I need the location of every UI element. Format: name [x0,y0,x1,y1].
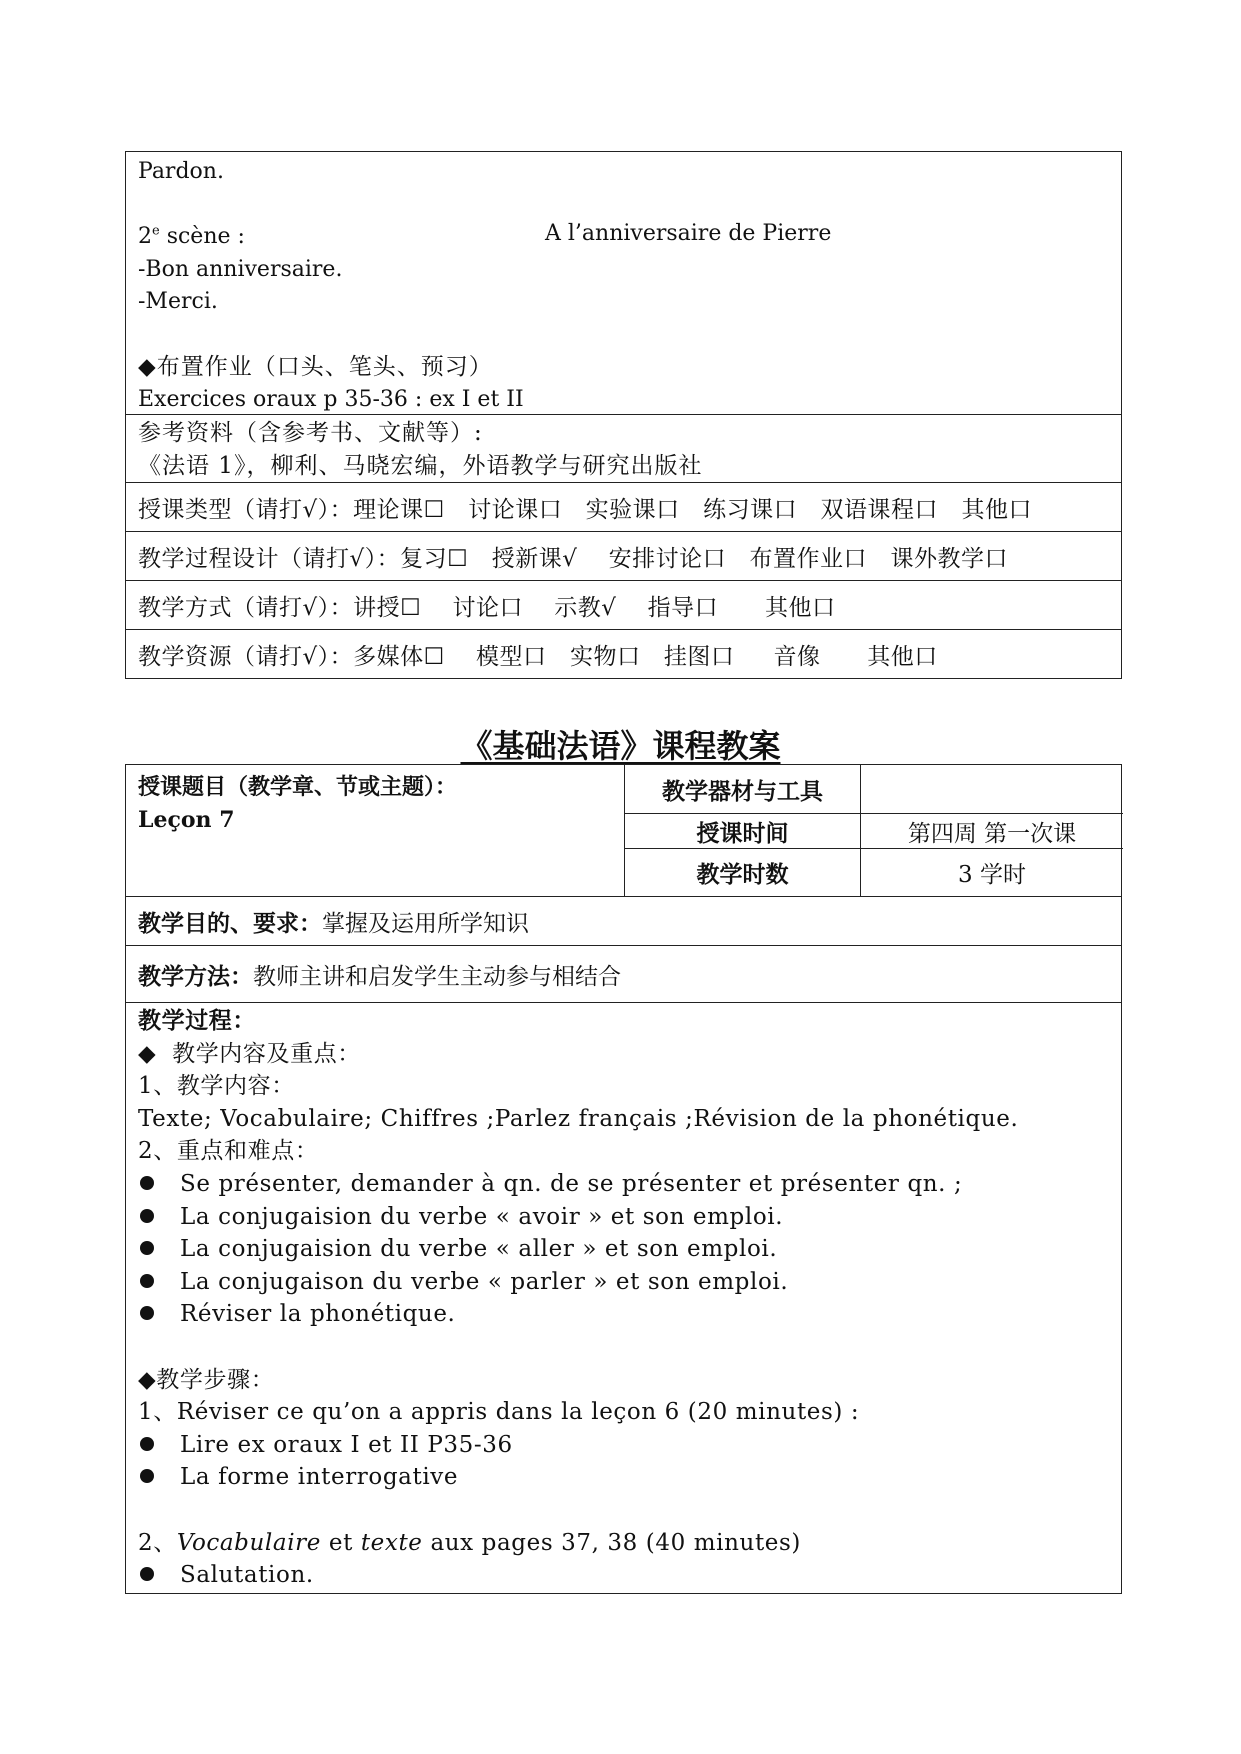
topic-label: 授课题目（教学章、节或主题）： [138,774,458,800]
topic-cell [138,771,457,837]
bullet-icon [140,1306,154,1320]
bullet-icon [140,1241,154,1255]
hours-label: 教学时数 [696,861,789,888]
teaching-process-cell [126,1003,1121,1592]
time-label: 授课时间 [696,819,789,847]
course-type-row: 授课类型（请打√）：理论课☐ 讨论课口 实验课口 练习课口 双语课程口 其他口 [126,482,1121,531]
list-item: La forme interrogative [138,1461,1121,1494]
scene-label: 2e scène : [138,223,245,249]
list-item: Salutation. [138,1559,1121,1592]
step-2: 2、Vocabulaire et texte aux pages 37, 38 (40 minutes) [138,1529,801,1556]
list-item: Réviser la phonétique. [138,1298,1121,1331]
lesson-plan-table [125,764,1122,1594]
goal-label: 教学目的、要求： [138,909,322,937]
goal-row [126,897,1121,946]
process-design-row: 教学过程设计（请打√）：复习☐ 授新课√ 安排讨论口 布置作业口 课外教学口 [126,531,1121,580]
method-value: 教师主讲和启发学生主动参与相结合 [253,963,621,990]
document-title: 《基础法语》课程教案 [460,727,781,765]
homework-heading: ◆布置作业（口头、笔头、预习） [138,354,493,380]
time-value: 第四周 第一次课 [907,820,1077,847]
method-label: 教学方法： [138,962,253,990]
teaching-mode-row: 教学方式（请打√）：讲授☐ 讨论口 示教√ 指导口 其他口 [126,580,1121,629]
content-1-text: Texte; Vocabulaire; Chiffres ;Parlez français ;Révision de la phonétique. [138,1105,1019,1132]
lesson-header-block [126,765,1121,897]
top-table [125,151,1122,679]
references-text: 《法语 1》，柳利、马晓宏编，外语教学与研究出版社 [138,452,703,479]
hours-value: 3 学时 [958,862,1026,888]
steps-heading: ◆教学步骤： [138,1366,275,1393]
dialogue-line: -Bon anniversaire. [138,256,343,282]
step-1: 1、Réviser ce qu’on a appris dans la leçon 6 (20 minutes) : [138,1399,860,1426]
references-heading: 参考资料（含参考书、文献等）: [138,420,483,446]
list-item: La conjugaison du verbe « parler » et son emploi. [138,1266,1121,1299]
dialogue-line: Pardon. [138,159,224,184]
equipment-label: 教学器材与工具 [662,777,823,805]
homework-text: Exercices oraux p 35-36 : ex I et II [138,386,524,412]
bullet-icon [140,1469,154,1483]
goal-value: 掌握及运用所学知识 [322,910,529,937]
equipment-value [861,765,1123,813]
bullet-icon [140,1437,154,1451]
bullet-icon [140,1176,154,1190]
teaching-resource-row: 教学资源（请打√）：多媒体☐ 模型口 实物口 挂图口 音像 其他口 [126,629,1121,678]
bullet-icon [140,1567,154,1581]
references-cell [126,414,1121,482]
method-row [126,946,1121,1003]
content-heading: ◆ 教学内容及重点： [138,1040,361,1067]
list-item: Lire ex oraux I et II P35-36 [138,1429,1121,1462]
list-item: La conjugaision du verbe « aller » et son emploi. [138,1233,1121,1266]
bullet-icon [140,1274,154,1288]
scene-title: A l’anniversaire de Pierre [545,221,832,246]
content-1-label: 1、教学内容： [138,1073,295,1100]
bullet-icon [140,1209,154,1223]
homework-cell [126,152,1121,414]
process-label: 教学过程： [138,1007,256,1034]
dialogue-line: -Merci. [138,289,218,314]
topic-value: Leçon 7 [138,807,235,833]
list-item: La conjugaision du verbe « avoir » et son emploi. [138,1201,1121,1234]
list-item: Se présenter, demander à qn. de se présenter et présenter qn. ; [138,1168,1121,1201]
content-2-label: 2、重点和难点： [138,1138,319,1165]
